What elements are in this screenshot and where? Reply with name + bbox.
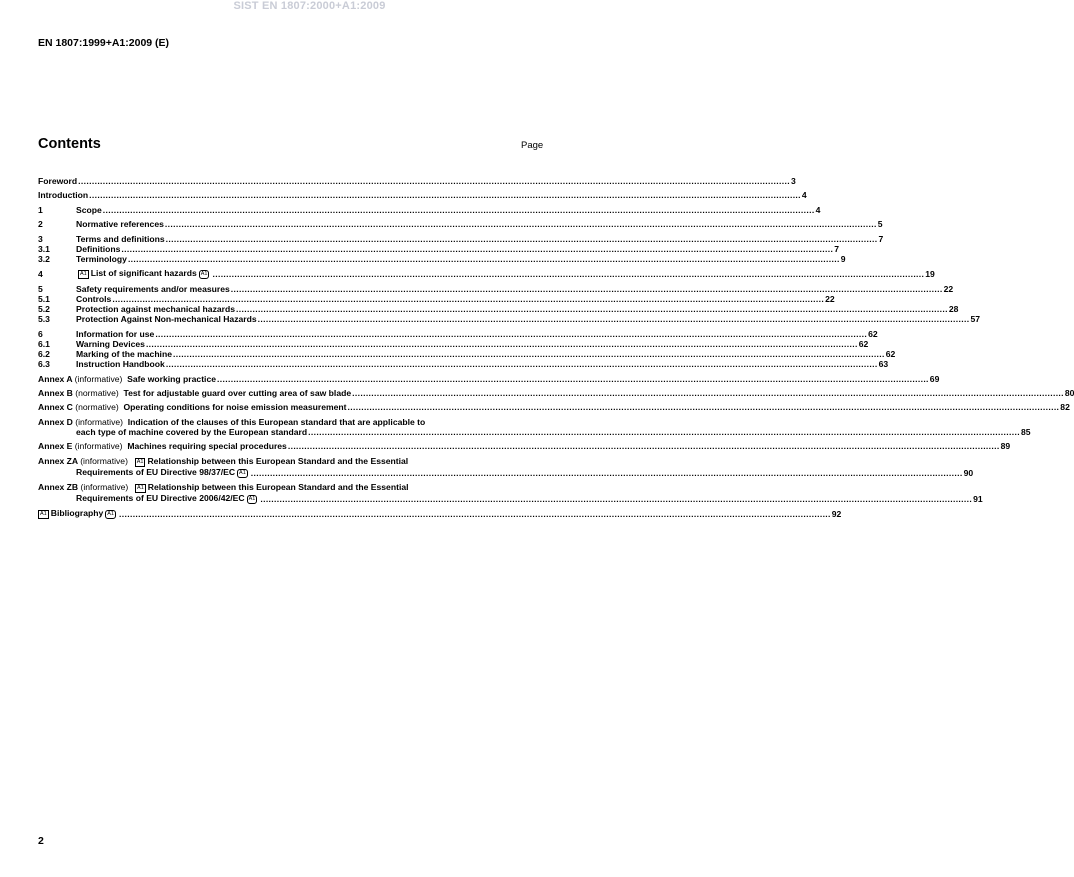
toc-entry[interactable]: [38, 283, 954, 294]
dot-leader: ....................................................................................................................................................................................................................................................................: [145, 338, 858, 349]
table-of-contents: [38, 176, 1074, 523]
amendment-start-icon: A1: [80, 271, 87, 278]
dot-leader: ....................................................................................................................................................................................................................................................................: [102, 204, 815, 215]
toc-page: 4: [815, 204, 821, 215]
toc-annex-d[interactable]: Annex D (informative) Indication of the clauses of this European standard that are applicable to each type of machine covered by the European standard .................................................................................................................................................................................................................................................................... 85: [38, 416, 1031, 437]
toc-group: [38, 176, 796, 186]
toc-number: 5.2: [38, 303, 50, 314]
toc-entry[interactable]: [38, 190, 807, 201]
toc-page: 69: [929, 373, 940, 384]
toc-page: 90: [963, 467, 974, 478]
dot-leader: ....................................................................................................................................................................................................................................................................: [217, 373, 929, 384]
amendment-end-icon: A1: [248, 495, 256, 502]
toc-sections: [38, 176, 981, 370]
toc-entry[interactable]: [38, 219, 883, 230]
dot-leader: ....................................................................................................................................................................................................................................................................: [260, 493, 973, 504]
dot-leader: ....................................................................................................................................................................................................................................................................: [172, 348, 885, 359]
toc-annex-e[interactable]: Annex E (informative) Machines requiring special procedures .................................................................................................................................................................................................................................................................... 89: [38, 441, 1011, 452]
toc-number: 5: [38, 283, 43, 294]
toc-title: Protection Against Non-mechanical Hazards: [76, 314, 257, 325]
dot-leader: ....................................................................................................................................................................................................................................................................: [257, 314, 970, 325]
toc-bibliography[interactable]: A1 Bibliography A1 .................................................................................................................................................................................................................................................................... 92: [40, 508, 842, 519]
dot-leader: ....................................................................................................................................................................................................................................................................: [347, 402, 1060, 413]
toc-number: 3: [38, 233, 43, 244]
toc-entry[interactable]: [38, 253, 846, 264]
toc-title: Normative references: [76, 219, 164, 230]
toc-page: 22: [825, 293, 835, 304]
toc-page: 3: [790, 176, 796, 186]
toc-entry[interactable]: [38, 328, 878, 339]
toc-group: [38, 233, 884, 265]
toc-entry[interactable]: [38, 338, 869, 349]
toc-annex-c[interactable]: Annex C (normative) Operating conditions for noise emission measurement .................................................................................................................................................................................................................................................................... 82: [38, 402, 1070, 413]
dot-leader: ....................................................................................................................................................................................................................................................................: [155, 328, 868, 339]
toc-group: [38, 204, 821, 215]
document-id: EN 1807:1999+A1:2009 (E): [38, 37, 170, 49]
toc-page: 85: [1020, 426, 1031, 437]
toc-page: 4: [801, 190, 807, 201]
toc-entry[interactable]: [38, 359, 889, 370]
toc-number: 5.1: [38, 293, 50, 304]
watermark: SIST EN 1807:2000+A1:2009: [233, 0, 386, 12]
toc-number: 6.2: [38, 348, 50, 359]
dot-leader: ....................................................................................................................................................................................................................................................................: [165, 233, 878, 244]
toc-number: 6.1: [38, 338, 50, 349]
toc-title: Instruction Handbook: [76, 359, 165, 370]
toc-number: 6.3: [38, 359, 50, 370]
amendment-end-icon: A1: [239, 469, 246, 476]
toc-number: 1: [38, 204, 43, 215]
dot-leader: ....................................................................................................................................................................................................................................................................: [78, 176, 790, 186]
toc-page: 62: [858, 338, 869, 349]
toc-number: 2: [38, 219, 43, 230]
toc-page: 57: [970, 314, 981, 325]
dot-leader: ....................................................................................................................................................................................................................................................................: [119, 508, 831, 519]
amendment-start-icon: A1: [40, 511, 47, 518]
toc-entry[interactable]: [38, 293, 835, 304]
amendment-end-icon: A1: [200, 271, 208, 278]
toc-title: Scope: [76, 204, 102, 215]
toc-entry[interactable]: [38, 303, 959, 314]
toc-number: 6: [38, 328, 43, 339]
toc-title: Protection against mechanical hazards: [76, 303, 236, 314]
toc-page: 9: [840, 253, 846, 264]
toc-entry[interactable]: [38, 176, 796, 186]
toc-number: 4: [38, 269, 43, 280]
dot-leader: ....................................................................................................................................................................................................................................................................: [230, 283, 943, 294]
toc-annex-zb[interactable]: Annex ZB (informative) A1 Relationship between this European Standard and the Essential Requirements of EU Directive 2006/42/EC A1 .................................................................................................................................................................................................................................................................... 91: [38, 481, 983, 504]
dot-leader: ....................................................................................................................................................................................................................................................................: [112, 293, 825, 304]
toc-title: Warning Devices: [76, 338, 145, 349]
toc-title: [76, 268, 211, 279]
toc-title: Foreword: [38, 176, 78, 186]
toc-page: 82: [1060, 402, 1070, 413]
toc-annex-za[interactable]: Annex ZA (informative) A1 Relationship between this European Standard and the Essential Requirements of EU Directive 98/37/EC A1 .................................................................................................................................................................................................................................................................... 90: [38, 455, 974, 478]
toc-page: 80: [1064, 387, 1074, 398]
toc-page: 89: [1000, 441, 1011, 452]
amendment-end-icon: A1: [107, 511, 114, 518]
toc-title: Safety requirements and/or measures: [76, 283, 230, 294]
amendment-start-icon: A1: [136, 458, 144, 465]
dot-leader: ....................................................................................................................................................................................................................................................................: [121, 243, 834, 254]
toc-entry[interactable]: [38, 204, 821, 215]
page-number: 2: [38, 835, 44, 847]
dot-leader: ....................................................................................................................................................................................................................................................................: [250, 467, 963, 478]
toc-page: 7: [878, 233, 884, 244]
dot-leader: ....................................................................................................................................................................................................................................................................: [89, 190, 801, 201]
toc-page: 62: [885, 348, 896, 359]
toc-page: 62: [868, 328, 878, 339]
amendment-start-icon: A1: [137, 484, 144, 491]
dot-leader: ....................................................................................................................................................................................................................................................................: [165, 359, 878, 370]
toc-page: 5: [877, 219, 883, 230]
dot-leader: ....................................................................................................................................................................................................................................................................: [164, 219, 877, 230]
toc-title: Definitions: [76, 243, 121, 254]
dot-leader: ....................................................................................................................................................................................................................................................................: [127, 253, 840, 264]
dot-leader: ....................................................................................................................................................................................................................................................................: [287, 441, 1000, 452]
toc-group: [38, 268, 935, 280]
toc-annex-a[interactable]: Annex A (informative) Safe working practice .................................................................................................................................................................................................................................................................... 69: [38, 373, 940, 384]
toc-group: [38, 328, 896, 370]
dot-leader: ....................................................................................................................................................................................................................................................................: [236, 303, 948, 314]
toc-entry[interactable]: [38, 348, 896, 359]
toc-title: Marking of the machine: [76, 348, 172, 359]
contents-title: Contents: [38, 136, 101, 152]
toc-number: 3.1: [38, 243, 50, 254]
toc-title: Terms and definitions: [76, 233, 165, 244]
dot-leader: ....................................................................................................................................................................................................................................................................: [352, 387, 1064, 398]
toc-title: Controls: [76, 293, 112, 304]
dot-leader: ....................................................................................................................................................................................................................................................................: [308, 426, 1020, 437]
toc-entry[interactable]: [38, 314, 981, 325]
toc-title-text: List of significant hazards: [90, 268, 197, 279]
toc-page: 91: [973, 493, 983, 504]
toc-page: 19: [925, 269, 935, 280]
toc-title: Introduction: [38, 190, 89, 201]
toc-number: 5.3: [38, 314, 50, 325]
toc-page: 7: [834, 243, 839, 254]
toc-entry[interactable]: [38, 268, 935, 280]
toc-page: 63: [878, 359, 889, 370]
toc-page: 92: [831, 508, 842, 519]
toc-annex-b[interactable]: Annex B (normative) Test for adjustable guard over cutting area of saw blade .................................................................................................................................................................................................................................................................... 80: [38, 387, 1074, 398]
toc-entry[interactable]: [38, 243, 839, 254]
dot-leader: ....................................................................................................................................................................................................................................................................: [212, 269, 925, 280]
toc-page: 28: [948, 303, 959, 314]
toc-number: 3.2: [38, 253, 50, 264]
toc-page: 22: [943, 283, 954, 294]
toc-group: [38, 219, 883, 230]
toc-title: Terminology: [76, 253, 127, 264]
toc-group: [38, 190, 807, 201]
toc-title: Information for use: [76, 328, 155, 339]
toc-entry[interactable]: [38, 233, 884, 244]
page-column-label: Page: [521, 140, 544, 151]
toc-group: [38, 283, 981, 325]
